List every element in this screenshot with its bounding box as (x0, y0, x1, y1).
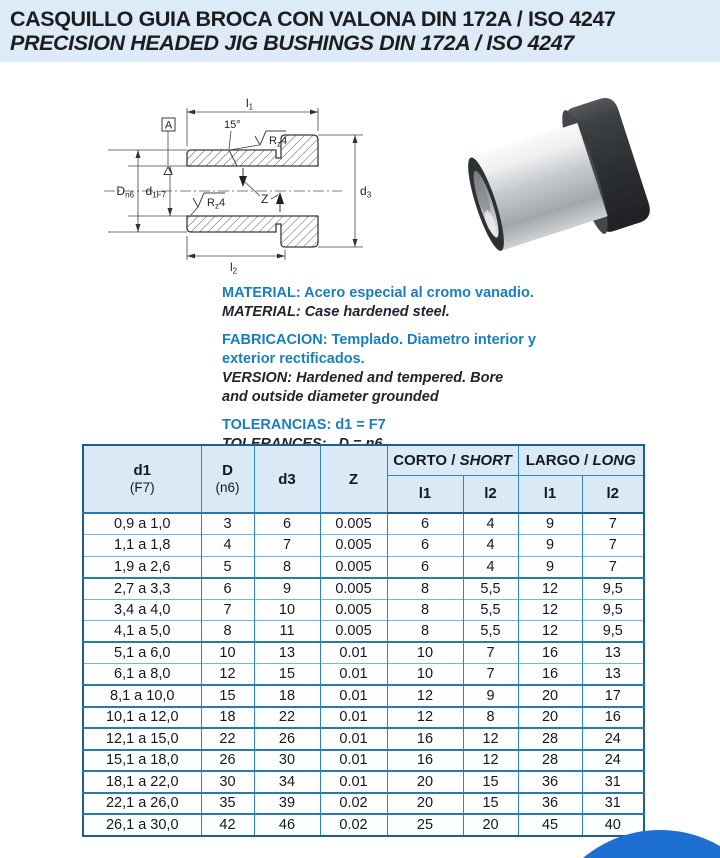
table-cell: 0.01 (320, 664, 387, 686)
table-row (83, 814, 644, 836)
table-cell: 5,1 a 6,0 (83, 642, 201, 664)
table-row (83, 664, 644, 686)
section-bottom-wall (187, 216, 318, 247)
table-cell: 45 (518, 814, 582, 836)
product-photo (435, 90, 715, 275)
arrowhead (187, 110, 195, 115)
table-cell: 13 (582, 664, 644, 686)
table-cell: 30 (201, 771, 254, 793)
table-cell: 9 (518, 556, 582, 578)
table-cell: 0.01 (320, 685, 387, 707)
table-cell: 8 (463, 707, 518, 729)
table-cell: 7 (463, 642, 518, 664)
table-cell: 3 (201, 513, 254, 535)
table-cell: 0.005 (320, 621, 387, 643)
table-cell: 28 (518, 728, 582, 750)
dimension-l2 (187, 236, 285, 260)
table-cell: 0.01 (320, 750, 387, 772)
angle-callout (224, 119, 241, 149)
table-cell: 17 (582, 685, 644, 707)
table-cell: 12 (463, 728, 518, 750)
tolerance-note-spanish: TOLERANCIAS: d1 = F7 (222, 417, 386, 433)
fabrication-note-spanish-line2: exterior rectificados. (222, 351, 365, 367)
page-header (0, 0, 720, 62)
column-header-short-l2: l2 (463, 475, 518, 513)
table-cell: 8 (254, 556, 320, 578)
table-cell: 7 (463, 664, 518, 686)
table-cell: 22 (201, 728, 254, 750)
table-row (83, 728, 644, 750)
table-row (83, 535, 644, 557)
table-cell: 12,1 a 15,0 (83, 728, 201, 750)
table-cell: 40 (582, 814, 644, 836)
column-group-corto-short: CORTO / SHORT (387, 445, 518, 475)
table-row (83, 771, 644, 793)
info-block (222, 284, 552, 454)
column-header-z: Z (320, 445, 387, 513)
surface-roughness-callout-top (230, 131, 287, 150)
dimensions-table (82, 444, 645, 837)
table-cell: 26,1 a 30,0 (83, 814, 201, 836)
table-cell: 42 (201, 814, 254, 836)
table-cell: 16 (518, 642, 582, 664)
table-cell: 26 (254, 728, 320, 750)
table-cell: 1,9 a 2,6 (83, 556, 201, 578)
column-header-D: D (n6) (201, 445, 254, 513)
table-cell: 6 (387, 535, 463, 557)
table-cell: 31 (582, 771, 644, 793)
svg-text:15°: 15° (224, 119, 241, 131)
table-cell: 20 (518, 707, 582, 729)
fabrication-note-english-line2: and outside diameter grounded (222, 389, 439, 405)
table-row (83, 556, 644, 578)
table-cell: 8 (387, 599, 463, 621)
table-cell: 24 (582, 728, 644, 750)
bushing-cross-section (80, 88, 380, 283)
column-header-d3: d3 (254, 445, 320, 513)
table-cell: 9 (463, 685, 518, 707)
column-header-short-l1: l1 (387, 475, 463, 513)
table-cell: 5,5 (463, 578, 518, 600)
table-cell: 12 (201, 664, 254, 686)
label-d1: $d_{1F7}$ (145, 184, 166, 200)
table-cell: 20 (387, 793, 463, 815)
table-cell: 20 (387, 771, 463, 793)
table-cell: 10 (201, 642, 254, 664)
table-cell: 0.01 (320, 771, 387, 793)
table-cell: 7 (582, 513, 644, 535)
table-cell: 5,5 (463, 599, 518, 621)
table-cell: 9 (518, 513, 582, 535)
table-cell: 12 (463, 750, 518, 772)
table-cell: 34 (254, 771, 320, 793)
table-cell: 10 (254, 599, 320, 621)
table-cell: 0.005 (320, 535, 387, 557)
table-row (83, 621, 644, 643)
table-cell: 3,4 a 4,0 (83, 599, 201, 621)
table-cell: 22 (254, 707, 320, 729)
column-group-largo-long: LARGO / LONG (518, 445, 644, 475)
table-cell: 0.005 (320, 599, 387, 621)
table-cell: 4 (463, 556, 518, 578)
arrowhead (136, 150, 141, 158)
spec-table-body (83, 513, 644, 836)
material-note-spanish: MATERIAL: Acero especial al cromo vanadio. (222, 285, 534, 301)
page-title-english: PRECISION HEADED JIG BUSHINGS DIN 172A / ISO 4247 (10, 31, 574, 55)
table-cell: 4,1 a 5,0 (83, 621, 201, 643)
arrowhead (310, 110, 318, 115)
table-row (83, 750, 644, 772)
table-cell: 18 (201, 707, 254, 729)
fabrication-note-spanish: FABRICACION: Templado. Diametro interior y (222, 332, 536, 348)
label-D: $D_{n6}$ (116, 184, 134, 200)
surface-roughness-callout-bottom (191, 193, 225, 215)
table-cell: 0.005 (320, 556, 387, 578)
arrowhead (277, 254, 285, 259)
table-row (83, 513, 644, 535)
table-cell: 26 (201, 750, 254, 772)
table-row (83, 599, 644, 621)
svg-text:A: A (164, 119, 173, 132)
arrowhead (136, 224, 141, 232)
table-cell: 10 (387, 642, 463, 664)
table-cell: 0,9 a 1,0 (83, 513, 201, 535)
table-cell: 16 (582, 707, 644, 729)
table-cell: 16 (387, 750, 463, 772)
label-rz4-top: $R_z4$ (269, 135, 288, 149)
table-cell: 15 (463, 771, 518, 793)
table-row (83, 685, 644, 707)
table-cell: 16 (387, 728, 463, 750)
material-note-english: MATERIAL: Case hardened steel. (222, 304, 450, 320)
column-header-long-l1: l1 (518, 475, 582, 513)
table-cell: 0.01 (320, 707, 387, 729)
table-cell: 15 (463, 793, 518, 815)
table-cell: 9 (518, 535, 582, 557)
bushing-3d (456, 94, 653, 269)
table-cell: 5 (201, 556, 254, 578)
table-cell: 18 (254, 685, 320, 707)
table-cell: 20 (463, 814, 518, 836)
table-cell: 9,5 (582, 578, 644, 600)
table-cell: 0.01 (320, 642, 387, 664)
table-cell: 22,1 a 26,0 (83, 793, 201, 815)
table-cell: 4 (463, 513, 518, 535)
technical-drawing (80, 88, 380, 283)
table-cell: 8 (387, 578, 463, 600)
table-cell: 7 (201, 599, 254, 621)
table-cell: 12 (518, 621, 582, 643)
arrowhead (187, 254, 195, 259)
table-cell: 46 (254, 814, 320, 836)
table-cell: 15,1 a 18,0 (83, 750, 201, 772)
table-cell: 36 (518, 793, 582, 815)
table-cell: 31 (582, 793, 644, 815)
table-cell: 0.02 (320, 814, 387, 836)
table-cell: 36 (518, 771, 582, 793)
table-cell: 6 (387, 556, 463, 578)
table-cell: 4 (201, 535, 254, 557)
table-row (83, 642, 644, 664)
table-cell: 6 (201, 578, 254, 600)
column-header-long-l2: l2 (582, 475, 644, 513)
table-cell: 0.005 (320, 513, 387, 535)
arrowhead (353, 239, 358, 247)
table-cell: 6 (254, 513, 320, 535)
table-cell: 24 (582, 750, 644, 772)
table-cell: 6 (387, 513, 463, 535)
table-cell: 4 (463, 535, 518, 557)
table-cell: 12 (387, 707, 463, 729)
table-cell: 7 (582, 556, 644, 578)
page-title-spanish: CASQUILLO GUIA BROCA CON VALONA DIN 172A / ISO 4247 (10, 7, 616, 31)
table-cell: 18,1 a 22,0 (83, 771, 201, 793)
table-cell: 12 (518, 578, 582, 600)
table-cell: 0.02 (320, 793, 387, 815)
table-cell: 9,5 (582, 599, 644, 621)
table-cell: 10,1 a 12,0 (83, 707, 201, 729)
table-cell: 9,5 (582, 621, 644, 643)
label-l2: $l_2$ (230, 260, 238, 276)
table-cell: 39 (254, 793, 320, 815)
table-cell: 5,5 (463, 621, 518, 643)
table-row (83, 578, 644, 600)
table-cell: 12 (387, 685, 463, 707)
table-cell: 35 (201, 793, 254, 815)
arrowhead (353, 135, 358, 143)
table-row (83, 707, 644, 729)
label-d3: $d_3$ (360, 184, 372, 200)
table-cell: 11 (254, 621, 320, 643)
table-cell: 20 (518, 685, 582, 707)
runout-callout (239, 168, 284, 212)
table-cell: 0.01 (320, 728, 387, 750)
table-cell: 8 (387, 621, 463, 643)
table-cell: 25 (387, 814, 463, 836)
table-cell: 2,7 a 3,3 (83, 578, 201, 600)
table-cell: 7 (582, 535, 644, 557)
table-cell: 13 (582, 642, 644, 664)
column-header-d1: d1 (F7) (83, 445, 201, 513)
table-cell: 6,1 a 8,0 (83, 664, 201, 686)
table-cell: 16 (518, 664, 582, 686)
table-cell: 8 (201, 621, 254, 643)
label-rz4-bottom: $R_z4$ (207, 197, 226, 211)
fabrication-note-english: VERSION: Hardened and tempered. Bore (222, 370, 504, 386)
table-cell: 30 (254, 750, 320, 772)
table-cell: 12 (518, 599, 582, 621)
section-top-wall (187, 135, 318, 166)
label-l1: $l_1$ (246, 96, 254, 112)
table-cell: 8,1 a 10,0 (83, 685, 201, 707)
table-cell: 9 (254, 578, 320, 600)
bushing-photo-illustration (435, 90, 715, 275)
table-cell: 10 (387, 664, 463, 686)
table-cell: 0.005 (320, 578, 387, 600)
arrowhead (168, 208, 173, 216)
table-row (83, 793, 644, 815)
table-cell: 15 (201, 685, 254, 707)
table-cell: 13 (254, 642, 320, 664)
table-cell: 1,1 a 1,8 (83, 535, 201, 557)
table-cell: 15 (254, 664, 320, 686)
svg-text:Z: Z (261, 192, 269, 206)
table-cell: 7 (254, 535, 320, 557)
table-cell: 28 (518, 750, 582, 772)
